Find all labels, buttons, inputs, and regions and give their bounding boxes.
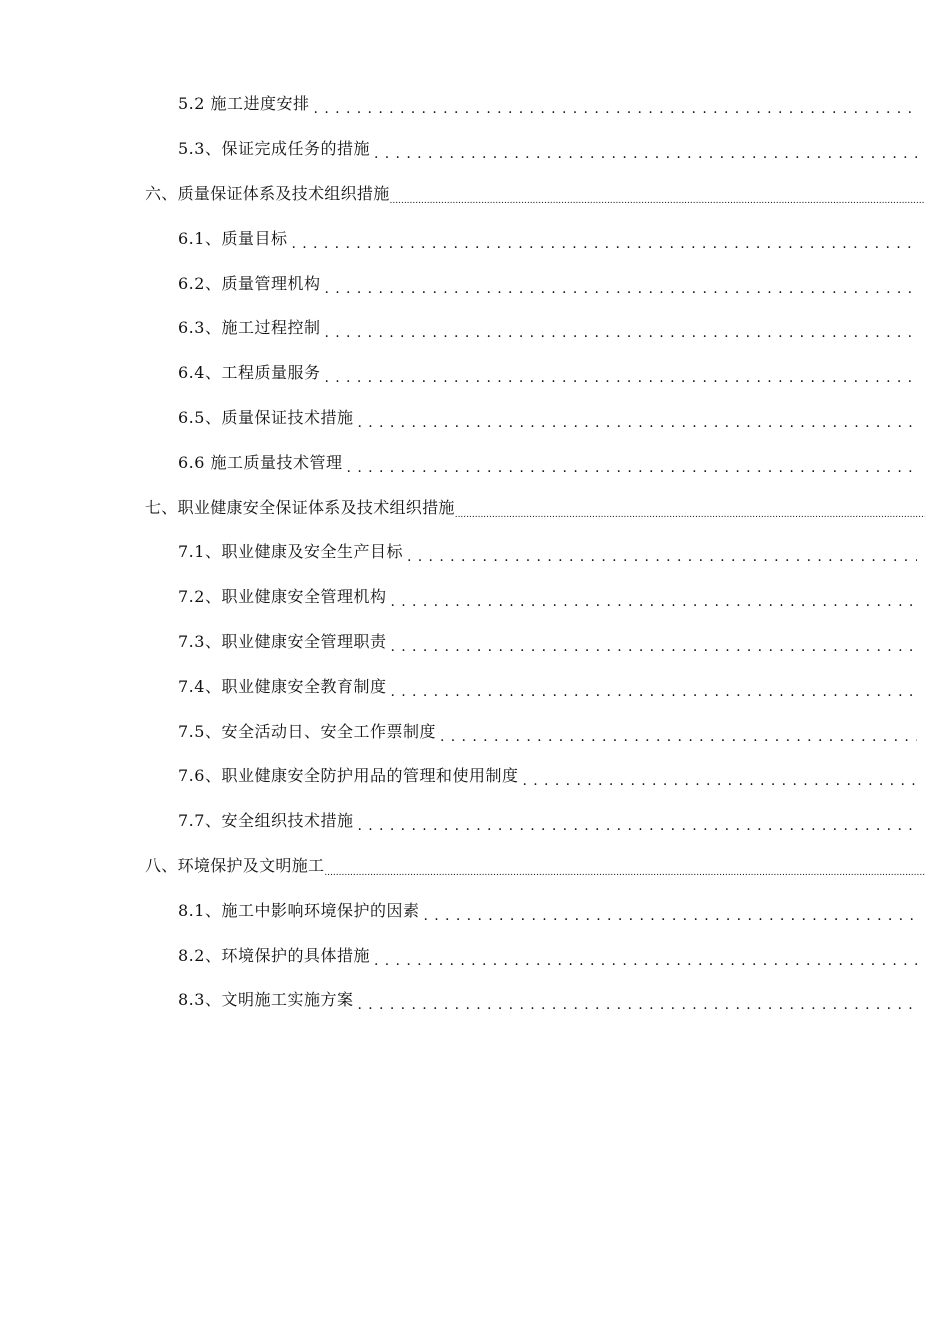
dot-leader bbox=[518, 770, 917, 786]
toc-chapter-title: 六、质量保证体系及技术组织措施 bbox=[145, 183, 390, 203]
toc-entry-title: 7.3、职业健康安全管理职责 bbox=[178, 631, 387, 651]
toc-entry[interactable] bbox=[0, 306, 950, 351]
toc-chapter[interactable] bbox=[0, 485, 950, 530]
dot-leader bbox=[324, 860, 925, 876]
dot-leader bbox=[353, 994, 917, 1010]
toc-entry[interactable] bbox=[0, 396, 950, 441]
dot-leader bbox=[419, 905, 917, 921]
toc-entry-title: 7.6、职业健康安全防护用品的管理和使用制度 bbox=[178, 766, 519, 786]
dot-leader bbox=[370, 950, 917, 966]
toc-entry[interactable] bbox=[0, 440, 950, 485]
dot-leader bbox=[353, 815, 917, 831]
toc-chapter[interactable] bbox=[0, 172, 950, 217]
toc-entry[interactable] bbox=[0, 709, 950, 754]
toc-entry-title: 6.1、质量目标 bbox=[178, 228, 288, 248]
toc-entry-title: 8.3、文明施工实施方案 bbox=[178, 990, 354, 1010]
toc-entry-title: 6.5、质量保证技术措施 bbox=[178, 407, 354, 427]
toc-entry-title: 8.2、环境保护的具体措施 bbox=[178, 945, 370, 965]
dot-leader bbox=[386, 636, 917, 652]
table-of-contents bbox=[0, 82, 950, 1023]
toc-entry-title: 5.3、保证完成任务的措施 bbox=[178, 139, 370, 159]
toc-entry-title: 7.5、安全活动日、安全工作票制度 bbox=[178, 721, 436, 741]
toc-entry-title: 7.2、职业健康安全管理机构 bbox=[178, 587, 387, 607]
toc-entry-title: 6.4、工程质量服务 bbox=[178, 363, 321, 383]
toc-entry[interactable] bbox=[0, 664, 950, 709]
toc-entry[interactable] bbox=[0, 351, 950, 396]
dot-leader bbox=[403, 546, 917, 562]
toc-entry-title: 7.7、安全组织技术措施 bbox=[178, 811, 354, 831]
dot-leader bbox=[386, 681, 917, 697]
toc-entry[interactable] bbox=[0, 888, 950, 933]
toc-chapter-title: 七、职业健康安全保证体系及技术组织措施 bbox=[145, 497, 455, 517]
toc-entry[interactable] bbox=[0, 82, 950, 127]
toc-entry[interactable] bbox=[0, 799, 950, 844]
toc-entry[interactable] bbox=[0, 620, 950, 665]
toc-entry-title: 6.3、施工过程控制 bbox=[178, 318, 321, 338]
toc-entry[interactable] bbox=[0, 978, 950, 1023]
dot-leader bbox=[320, 367, 917, 383]
toc-entry[interactable] bbox=[0, 754, 950, 799]
toc-entry[interactable] bbox=[0, 933, 950, 978]
toc-entry[interactable] bbox=[0, 127, 950, 172]
dot-leader bbox=[370, 143, 917, 159]
dot-leader bbox=[386, 591, 917, 607]
toc-entry-title: 8.1、施工中影响环境保护的因素 bbox=[178, 900, 420, 920]
dot-leader bbox=[320, 322, 917, 338]
toc-entry-title: 7.4、职业健康安全教育制度 bbox=[178, 676, 387, 696]
dot-leader bbox=[390, 188, 925, 204]
dot-leader bbox=[343, 457, 917, 473]
dot-leader bbox=[436, 726, 917, 742]
toc-chapter-title: 八、环境保护及文明施工 bbox=[145, 855, 325, 875]
toc-entry-title: 7.1、职业健康及安全生产目标 bbox=[178, 542, 403, 562]
toc-entry-title: 6.2、质量管理机构 bbox=[178, 273, 321, 293]
dot-leader bbox=[287, 233, 917, 249]
toc-entry-title: 5.2 施工进度安排 bbox=[178, 94, 310, 114]
dot-leader bbox=[320, 278, 917, 294]
dot-leader bbox=[310, 98, 917, 114]
toc-chapter[interactable] bbox=[0, 844, 950, 889]
dot-leader bbox=[455, 502, 925, 518]
dot-leader bbox=[353, 412, 917, 428]
toc-entry[interactable] bbox=[0, 530, 950, 575]
toc-entry[interactable] bbox=[0, 216, 950, 261]
toc-entry[interactable] bbox=[0, 261, 950, 306]
toc-entry-title: 6.6 施工质量技术管理 bbox=[178, 452, 343, 472]
toc-entry[interactable] bbox=[0, 575, 950, 620]
